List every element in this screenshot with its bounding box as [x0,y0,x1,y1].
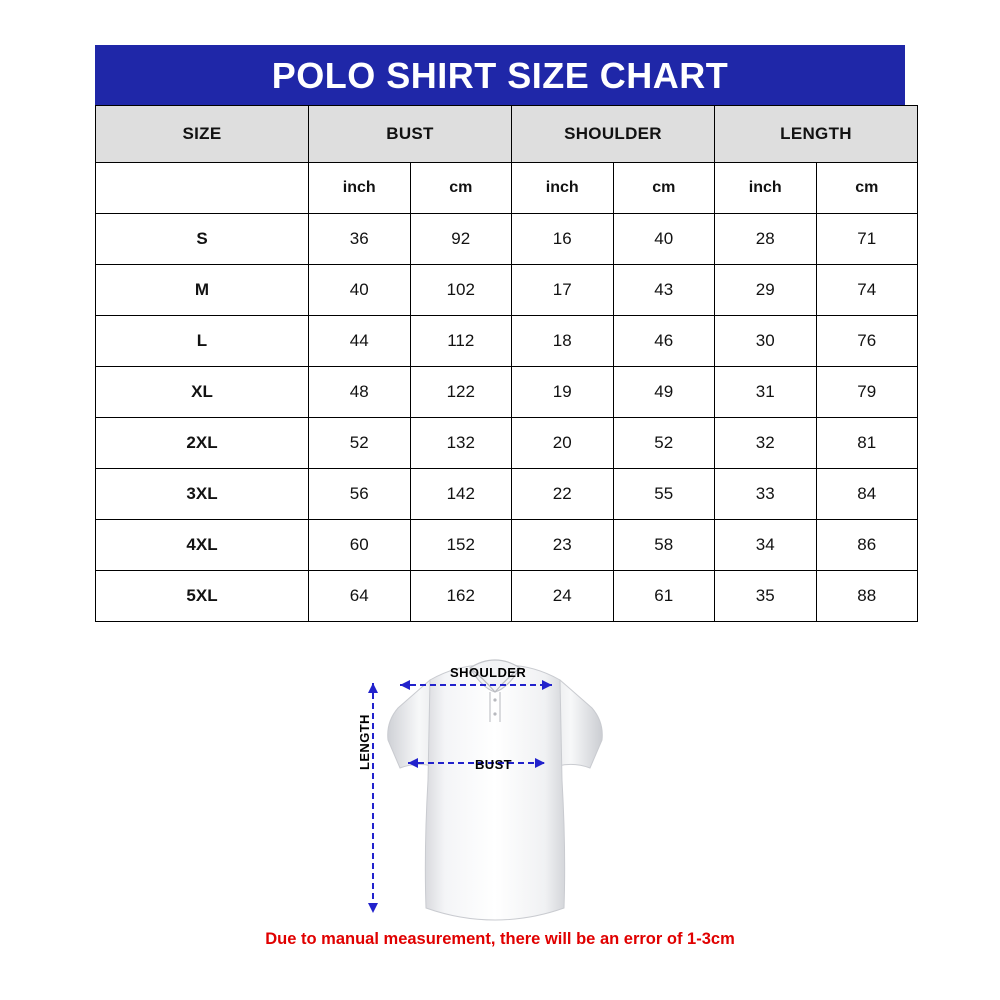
cell-length-inch: 31 [715,367,817,418]
cell-size: 3XL [96,469,309,520]
cell-shoulder-inch: 17 [512,265,614,316]
cell-bust-inch: 40 [309,265,411,316]
table-row [96,571,918,622]
cell-size: S [96,214,309,265]
column-header-length: LENGTH [715,106,918,163]
cell-bust-inch: 56 [309,469,411,520]
label-shoulder: SHOULDER [450,665,527,680]
cell-size: 2XL [96,418,309,469]
cell-size: 4XL [96,520,309,571]
table-row [96,265,918,316]
column-header-bust: BUST [309,106,512,163]
unit-length-cm: cm [816,163,918,214]
table-unit-header-row [96,163,918,214]
cell-length-cm: 79 [816,367,918,418]
cell-bust-cm: 152 [410,520,512,571]
cell-bust-inch: 64 [309,571,411,622]
cell-shoulder-inch: 19 [512,367,614,418]
cell-length-inch: 34 [715,520,817,571]
measurement-illustration [330,635,670,925]
cell-bust-cm: 112 [410,316,512,367]
cell-length-cm: 81 [816,418,918,469]
column-header-size: SIZE [96,106,309,163]
cell-shoulder-cm: 43 [613,265,715,316]
cell-shoulder-cm: 52 [613,418,715,469]
cell-shoulder-cm: 61 [613,571,715,622]
cell-bust-inch: 48 [309,367,411,418]
cell-shoulder-inch: 18 [512,316,614,367]
unit-length-inch: inch [715,163,817,214]
cell-length-cm: 74 [816,265,918,316]
cell-bust-inch: 36 [309,214,411,265]
table-row [96,367,918,418]
cell-shoulder-inch: 16 [512,214,614,265]
table-row [96,214,918,265]
table-row [96,520,918,571]
cell-length-cm: 88 [816,571,918,622]
cell-size: M [96,265,309,316]
table-group-header-row [96,106,918,163]
cell-shoulder-cm: 58 [613,520,715,571]
cell-length-inch: 32 [715,418,817,469]
cell-length-inch: 29 [715,265,817,316]
cell-bust-cm: 142 [410,469,512,520]
label-bust: BUST [475,757,512,772]
size-chart-table [95,105,918,622]
cell-length-cm: 86 [816,520,918,571]
table-row [96,418,918,469]
cell-shoulder-cm: 49 [613,367,715,418]
cell-shoulder-cm: 40 [613,214,715,265]
cell-length-cm: 71 [816,214,918,265]
cell-shoulder-inch: 20 [512,418,614,469]
cell-shoulder-inch: 22 [512,469,614,520]
unit-header-empty [96,163,309,214]
column-header-shoulder: SHOULDER [512,106,715,163]
chart-title: POLO SHIRT SIZE CHART [95,45,905,105]
cell-length-cm: 76 [816,316,918,367]
table-row [96,316,918,367]
unit-shoulder-cm: cm [613,163,715,214]
cell-length-cm: 84 [816,469,918,520]
cell-shoulder-inch: 23 [512,520,614,571]
cell-bust-cm: 92 [410,214,512,265]
cell-length-inch: 33 [715,469,817,520]
cell-length-inch: 28 [715,214,817,265]
unit-bust-cm: cm [410,163,512,214]
cell-length-inch: 30 [715,316,817,367]
cell-shoulder-inch: 24 [512,571,614,622]
cell-bust-inch: 60 [309,520,411,571]
cell-size: 5XL [96,571,309,622]
unit-bust-inch: inch [309,163,411,214]
cell-length-inch: 35 [715,571,817,622]
cell-bust-cm: 102 [410,265,512,316]
table-row [96,469,918,520]
label-length: LENGTH [357,714,372,770]
cell-shoulder-cm: 46 [613,316,715,367]
size-chart [95,45,905,622]
cell-size: XL [96,367,309,418]
cell-bust-inch: 52 [309,418,411,469]
measurement-note: Due to manual measurement, there will be an error of 1-3cm [265,930,735,948]
unit-shoulder-inch: inch [512,163,614,214]
cell-bust-cm: 132 [410,418,512,469]
cell-bust-cm: 162 [410,571,512,622]
cell-shoulder-cm: 55 [613,469,715,520]
cell-size: L [96,316,309,367]
cell-bust-cm: 122 [410,367,512,418]
cell-bust-inch: 44 [309,316,411,367]
